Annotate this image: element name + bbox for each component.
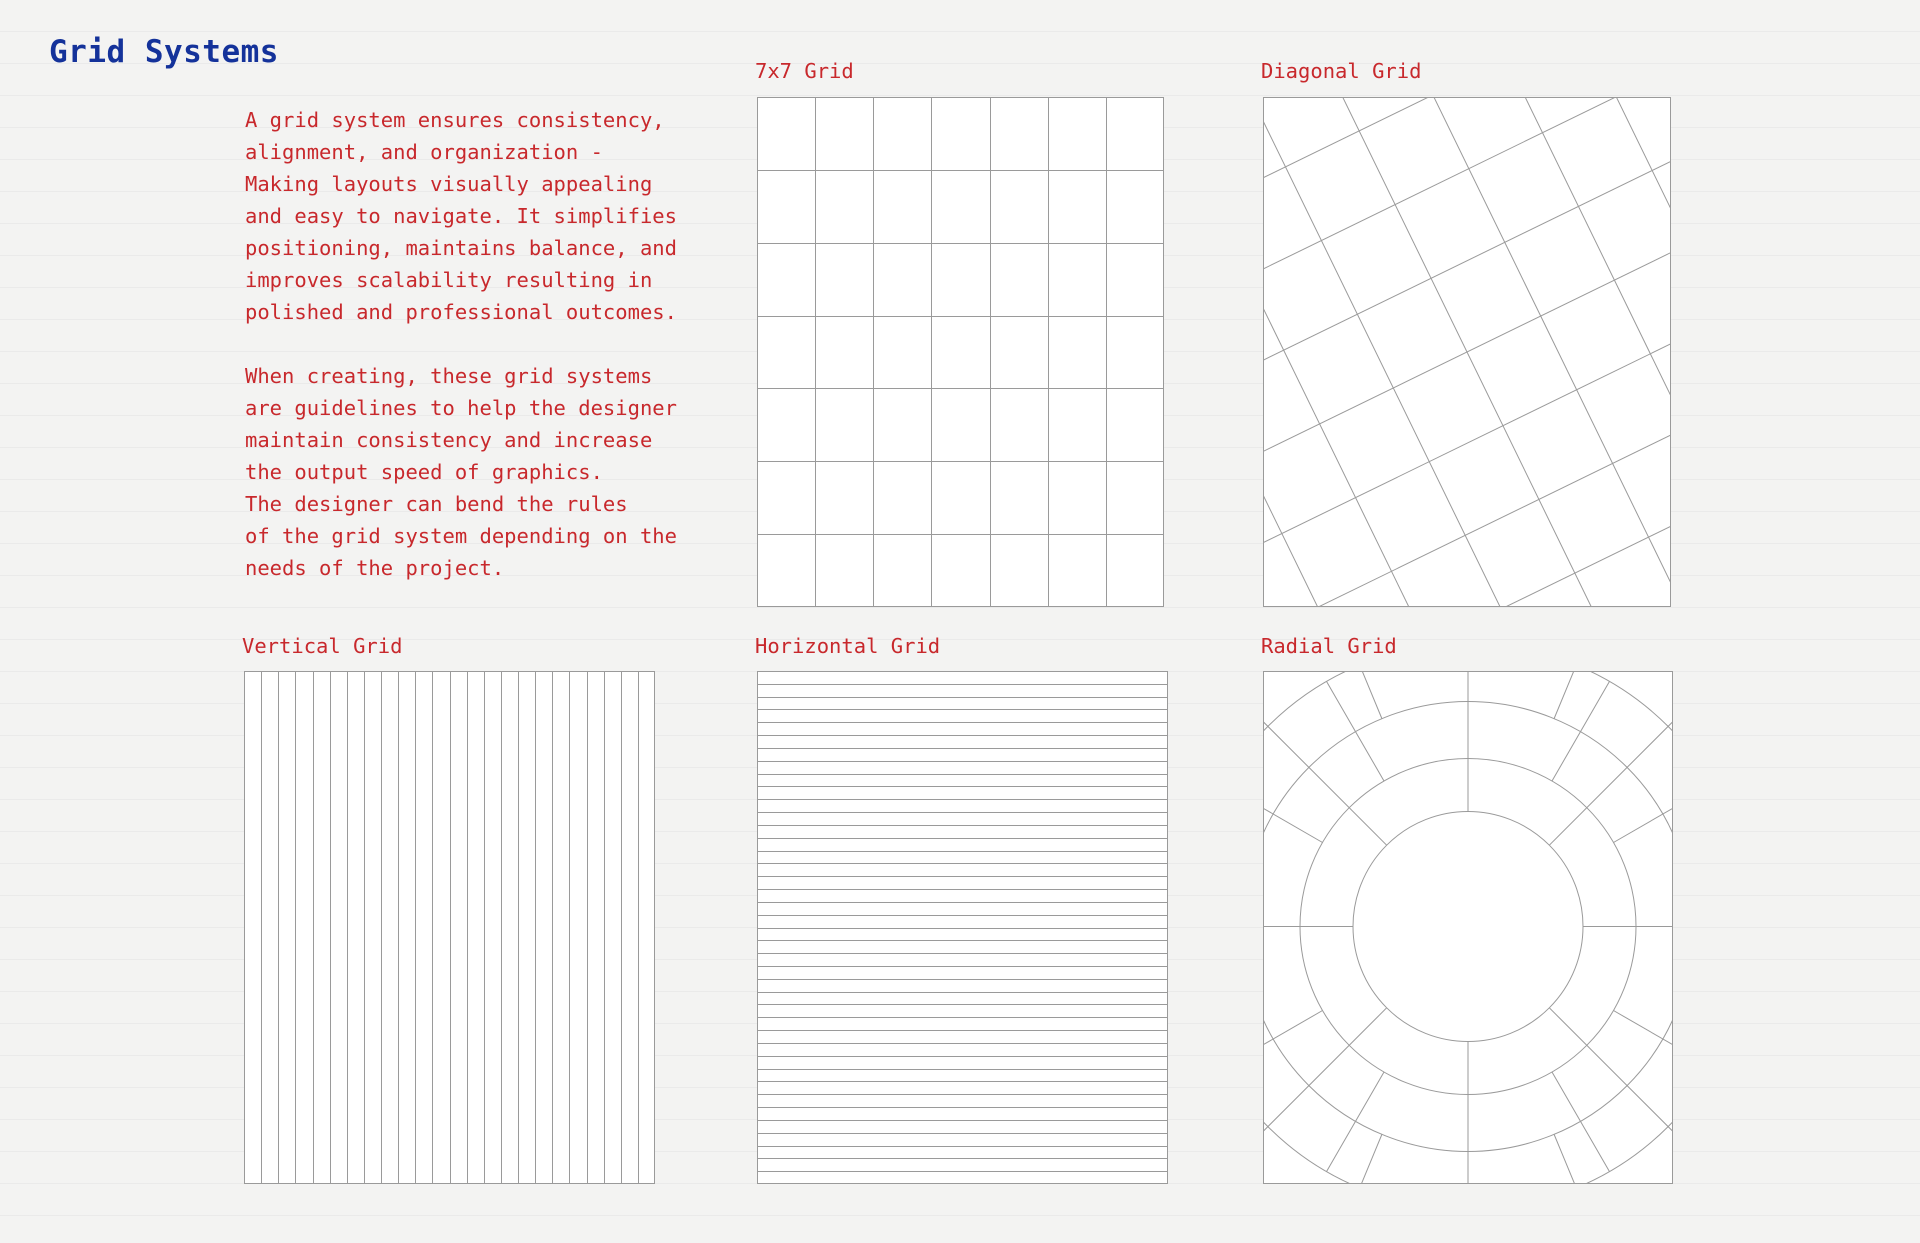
page-title: Grid Systems [49,34,279,70]
grid-border [245,672,655,1184]
intro-paragraph-2: When creating, these grid systems are guidelines to help the designer maintain consistency and increase the output speed of graphics. The designer can bend the rules of the grid system depending on the needs of the project. [245,364,677,580]
vertical-grid-label: Vertical Grid [242,634,403,658]
radial-grid-diagram [1263,671,1673,1184]
intro-paragraph-1: A grid system ensures consistency, alignment, and organization - Making layouts visually appealing and easy to navigate. It simplifies positioning, maintains balance, and improves scalability resulting in polished and professional outcomes. [245,108,677,324]
grid-7x7-diagram [757,97,1164,607]
vertical-grid-diagram [244,671,655,1184]
diagonal-grid-diagram [1263,97,1671,607]
grid-7x7-label: 7x7 Grid [755,59,854,83]
radial-grid-label: Radial Grid [1261,634,1397,658]
horizontal-grid-label: Horizontal Grid [755,634,941,658]
intro-text [245,104,715,584]
horizontal-grid-diagram [757,671,1168,1184]
diagonal-grid-label: Diagonal Grid [1261,59,1422,83]
grid-border [758,98,1164,607]
